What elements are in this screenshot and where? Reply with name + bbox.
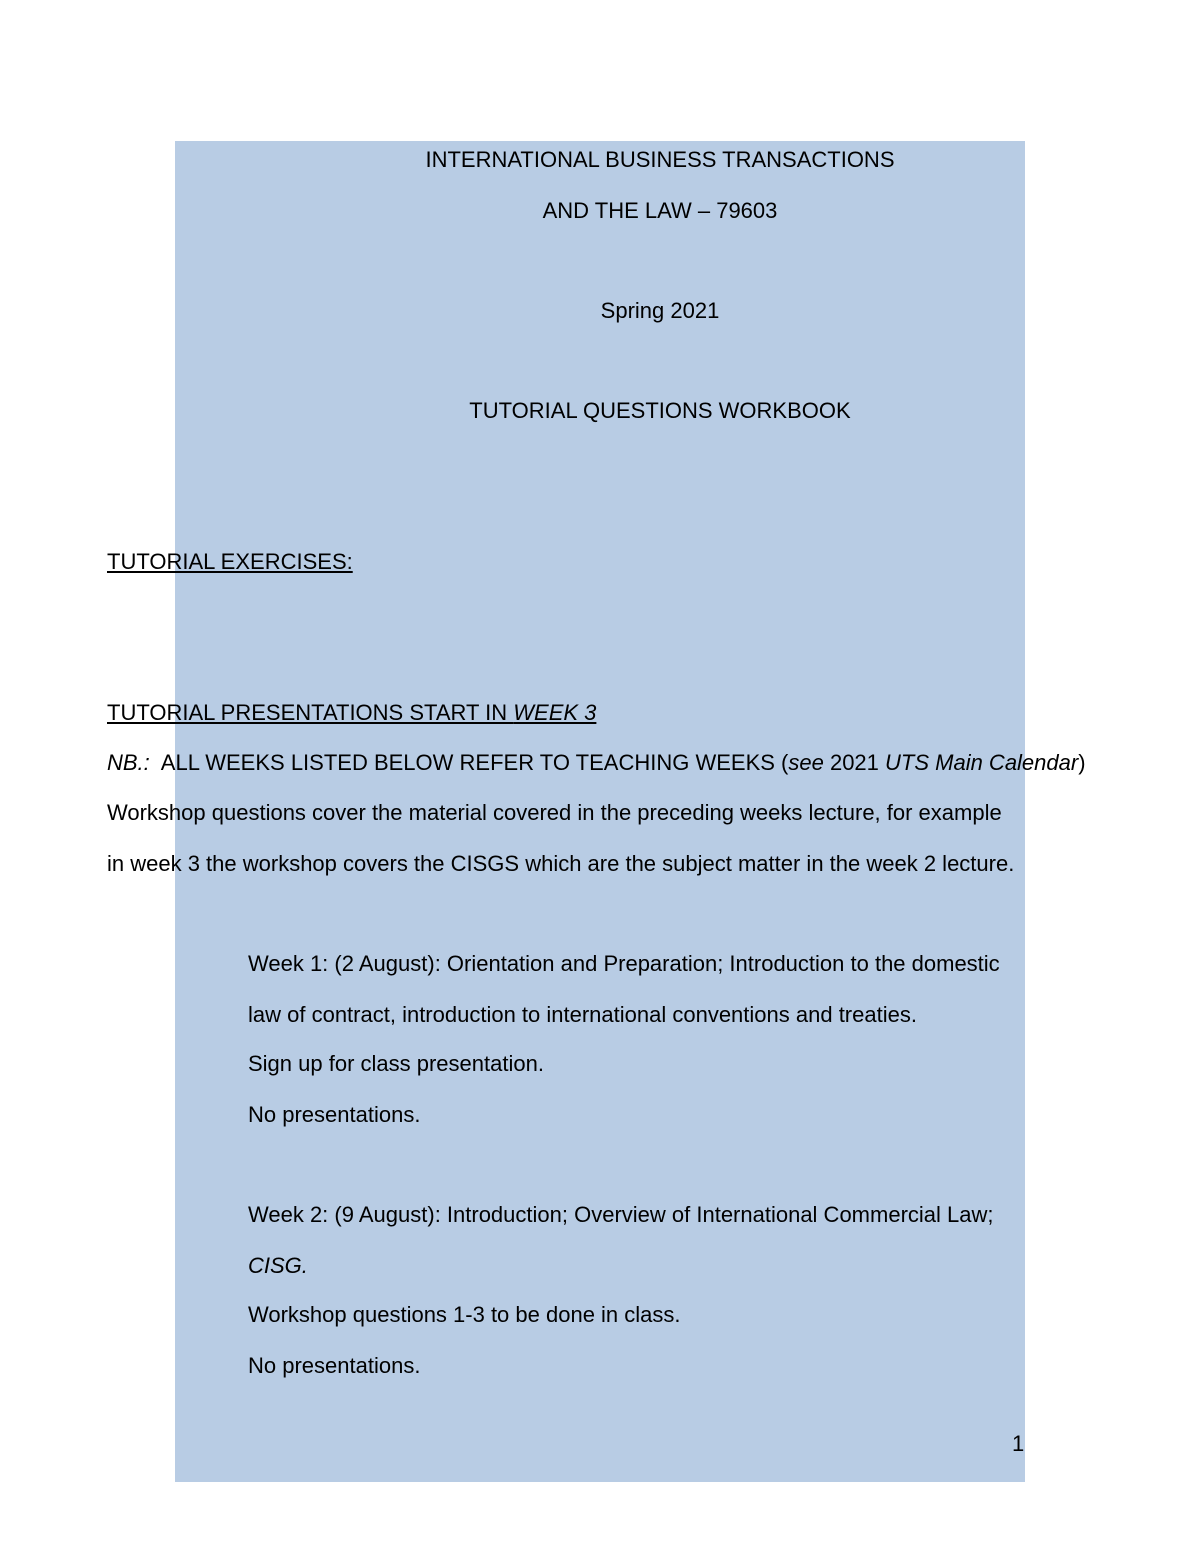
nb-note bbox=[107, 750, 1086, 776]
presentations-heading-week: WEEK 3 bbox=[513, 700, 597, 725]
week-1-line-2: law of contract, introduction to international conventions and treaties. bbox=[248, 1002, 917, 1027]
term-label: Spring 2021 bbox=[600, 298, 720, 323]
workbook-subtitle: TUTORIAL QUESTIONS WORKBOOK bbox=[469, 398, 851, 423]
week-1-line-1: Week 1: (2 August): Orientation and Preparation; Introduction to the domestic bbox=[248, 951, 1000, 976]
week-2-line-1: Week 2: (9 August): Introduction; Overview of International Commercial Law; bbox=[248, 1202, 994, 1227]
nb-label: NB.: bbox=[107, 750, 150, 775]
workshop-note-line-1: Workshop questions cover the material covered in the preceding weeks lecture, for example bbox=[107, 800, 1002, 825]
title-line-2: AND THE LAW – 79603 bbox=[542, 198, 778, 223]
week-1-line-3: Sign up for class presentation. bbox=[248, 1051, 544, 1076]
presentations-heading-text: TUTORIAL PRESENTATIONS START IN bbox=[107, 700, 514, 725]
presentations-heading bbox=[107, 700, 596, 726]
page-number: 1 bbox=[1012, 1431, 1025, 1456]
week-2-line-4: No presentations. bbox=[248, 1353, 421, 1378]
nb-see: see bbox=[788, 750, 824, 775]
nb-text: ALL WEEKS LISTED BELOW REFER TO TEACHING WEEKS ( bbox=[149, 750, 789, 775]
week-1-line-4: No presentations. bbox=[248, 1102, 421, 1127]
nb-close: ) bbox=[1078, 750, 1086, 775]
exercises-heading: TUTORIAL EXERCISES: bbox=[107, 549, 353, 574]
nb-year: 2021 bbox=[823, 750, 886, 775]
workshop-note-line-2: in week 3 the workshop covers the CISGS which are the subject matter in the week 2 lecture. bbox=[107, 851, 1015, 876]
nb-calendar: UTS Main Calendar bbox=[885, 750, 1079, 775]
title-line-1: INTERNATIONAL BUSINESS TRANSACTIONS bbox=[425, 147, 895, 172]
week-2-line-2: CISG. bbox=[248, 1253, 308, 1278]
week-2-line-3: Workshop questions 1-3 to be done in class. bbox=[248, 1302, 681, 1327]
